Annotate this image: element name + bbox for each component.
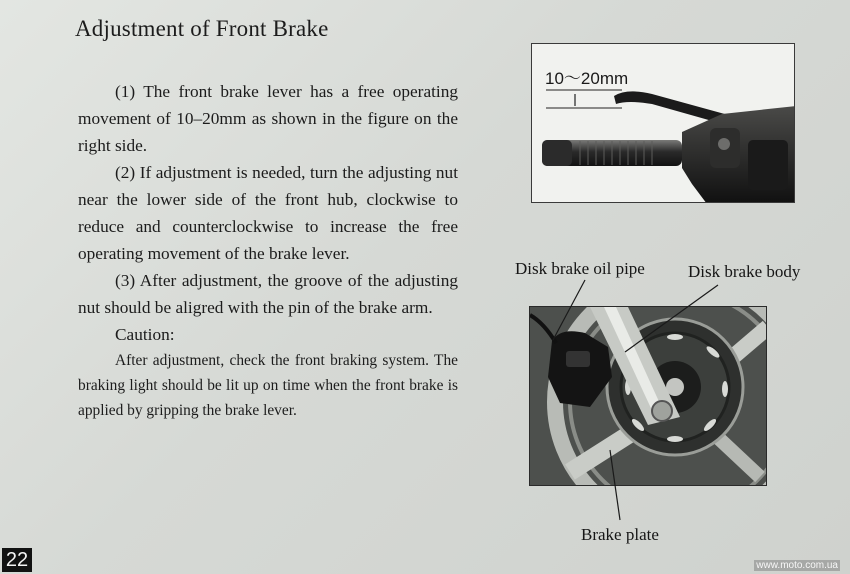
instructions-text [78, 78, 458, 423]
paragraph-step-2: (2) If adjustment is needed, turn the adjusting nut near the lower side of the front hub, clockwise to reduce and counterclockwise to increase the free operating movement of the brake lever. [78, 163, 458, 263]
paragraph-step-3: (3) After adjustment, the groove of the adjusting nut should be aligred with the pin of the brake arm. [78, 271, 458, 317]
page-title: Adjustment of Front Brake [75, 16, 329, 41]
page-number: 22 [2, 548, 32, 572]
paragraph-step-1: (1) The front brake lever has a free operating movement of 10–20mm as shown in the figure on the right side. [78, 82, 458, 155]
caution-label: Caution: [115, 325, 175, 344]
label-disk-brake-body: Disk brake body [688, 262, 801, 281]
label-brake-plate: Brake plate [581, 525, 659, 544]
brake-lever-figure [531, 43, 795, 203]
disc-brake-figure [529, 306, 767, 486]
free-play-measurement-label: 10～20mm [545, 69, 629, 88]
caution-text: After adjustment, check the front braking system. The braking light should be lit up on time when the front brake is applied by gripping the brake lever. [78, 352, 458, 419]
caution-block [78, 348, 458, 423]
disc-brake-illustration [530, 307, 767, 486]
watermark: www.moto.com.ua [756, 560, 838, 571]
label-disk-brake-oil-pipe: Disk brake oil pipe [515, 259, 645, 278]
